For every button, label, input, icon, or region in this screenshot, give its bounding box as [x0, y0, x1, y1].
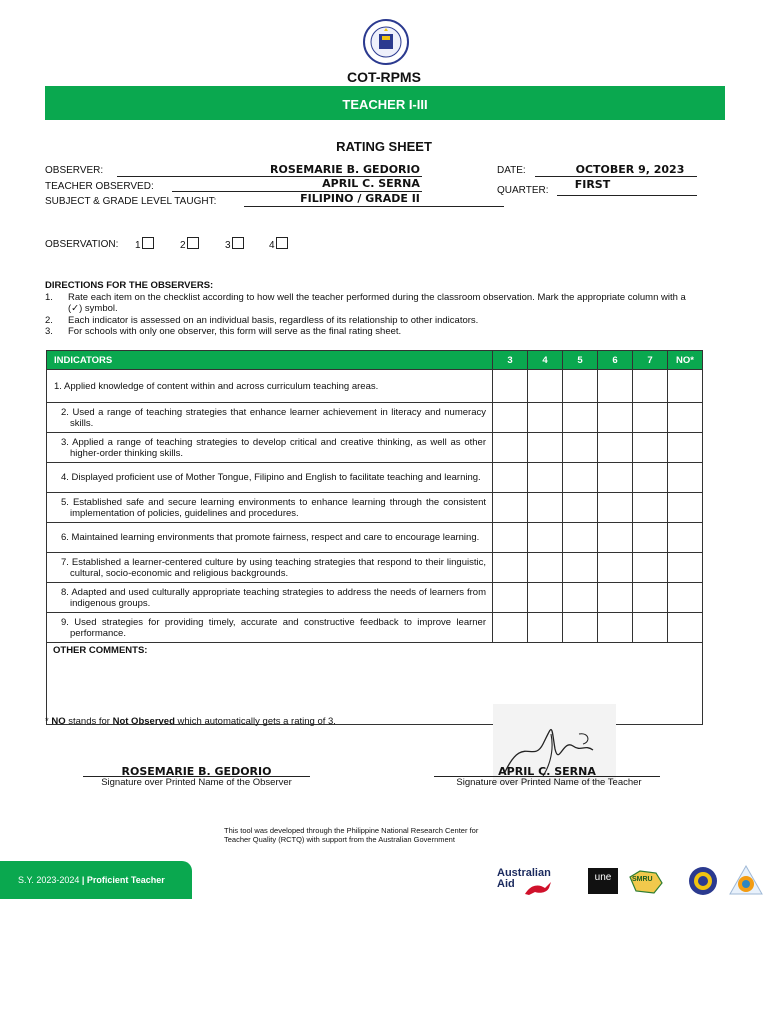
rating-cell[interactable] [598, 523, 633, 553]
other-comments-label: OTHER COMMENTS: [53, 645, 148, 656]
rating-cell[interactable] [598, 553, 633, 583]
rating-cell[interactable] [598, 463, 633, 493]
quarter-label: QUARTER: [497, 185, 549, 196]
rating-cell[interactable] [668, 370, 703, 403]
rating-cell[interactable] [668, 553, 703, 583]
australian-aid-logo: Australian Aid [497, 868, 572, 898]
rating-cell[interactable] [668, 433, 703, 463]
checkbox-icon [187, 237, 199, 249]
rating-cell[interactable] [598, 613, 633, 643]
rating-cell[interactable] [598, 493, 633, 523]
rating-cell[interactable] [633, 583, 668, 613]
indicators-header: INDICATORS [47, 351, 493, 370]
rating-cell[interactable] [668, 613, 703, 643]
observation-option-1[interactable]: 1 [135, 237, 154, 251]
teacher-signature-caption: Signature over Printed Name of the Teacher [456, 777, 642, 788]
table-row [47, 463, 703, 493]
table-header-row [47, 351, 703, 370]
rating-cell[interactable] [563, 403, 598, 433]
subject-value: FILIPINO / GRADE II [300, 192, 420, 205]
direction-item: 1. Rate each item on the checklist according to how well the teacher performed during the classroom observation. Mark the appropriate column with a (✓) symbol. [45, 291, 686, 315]
document-title: COT-RPMS [347, 69, 421, 85]
rating-cell[interactable] [633, 370, 668, 403]
observer-signature-caption: Signature over Printed Name of the Observer [101, 777, 292, 788]
rating-cell[interactable] [528, 553, 563, 583]
rating-cell[interactable] [493, 613, 528, 643]
indicator-text: 6. Maintained learning environments that promote fairness, respect and care to encourage learning. [61, 532, 480, 543]
deped-seal-small [686, 866, 720, 896]
indicator-text: 2. Used a range of teaching strategies that enhance learner achievement in literacy and numeracy skills. [61, 406, 486, 429]
observation-option-3[interactable]: 3 [225, 237, 244, 251]
rating-cell[interactable] [563, 583, 598, 613]
rating-cell[interactable] [528, 370, 563, 403]
table-row [47, 553, 703, 583]
rating-cell[interactable] [633, 433, 668, 463]
indicator-text: 7. Established a learner-centered culture by using teaching strategies that respond to their linguistic, cultural, socio-economic and religious backgrounds. [61, 556, 486, 579]
column-header: 6 [598, 351, 633, 370]
rating-cell[interactable] [493, 493, 528, 523]
rating-cell[interactable] [563, 433, 598, 463]
rating-cell[interactable] [493, 370, 528, 403]
kangaroo-icon [523, 880, 553, 896]
subject-line [244, 206, 504, 207]
rating-cell[interactable] [493, 403, 528, 433]
column-header: 4 [528, 351, 563, 370]
deped-seal [350, 18, 422, 66]
rating-cell[interactable] [493, 523, 528, 553]
column-header: 7 [633, 351, 668, 370]
rating-cell[interactable] [668, 403, 703, 433]
indicator-text: 8. Adapted and used culturally appropriate teaching strategies to address the needs of learners from indigenous groups. [61, 586, 486, 609]
teacher-printed-name: APRIL C. SERNA [498, 765, 596, 778]
rating-cell[interactable] [528, 403, 563, 433]
rating-table [46, 350, 703, 725]
observer-printed-name: ROSEMARIE B. GEDORIO [121, 765, 272, 778]
table-row [47, 403, 703, 433]
checkbox-icon [142, 237, 154, 249]
rating-cell[interactable] [563, 553, 598, 583]
rating-cell[interactable] [528, 613, 563, 643]
rating-cell[interactable] [493, 583, 528, 613]
table-row [47, 433, 703, 463]
teacher-level-banner: TEACHER I-III [45, 86, 725, 120]
observation-label: OBSERVATION: [45, 239, 119, 250]
rating-cell[interactable] [633, 493, 668, 523]
rating-cell[interactable] [563, 493, 598, 523]
teacher-observed-label: TEACHER OBSERVED: [45, 181, 154, 192]
checkbox-icon [232, 237, 244, 249]
rating-cell[interactable] [563, 613, 598, 643]
rating-cell[interactable] [528, 583, 563, 613]
checkbox-icon [276, 237, 288, 249]
rating-cell[interactable] [633, 403, 668, 433]
direction-item: 2. Each indicator is assessed on an individual basis, regardless of its relationship to other indicators. [45, 314, 479, 326]
rating-cell[interactable] [493, 433, 528, 463]
table-row [47, 523, 703, 553]
rating-cell[interactable] [528, 493, 563, 523]
rating-cell[interactable] [598, 433, 633, 463]
rating-cell[interactable] [633, 613, 668, 643]
rating-cell[interactable] [493, 463, 528, 493]
date-value: OCTOBER 9, 2023 [575, 163, 685, 176]
rating-cell[interactable] [528, 433, 563, 463]
observer-label: OBSERVER: [45, 165, 104, 176]
rating-cell[interactable] [633, 523, 668, 553]
quarter-value: FIRST [574, 178, 611, 191]
rating-sheet-title: RATING SHEET [336, 139, 432, 154]
rating-cell[interactable] [633, 463, 668, 493]
rating-cell[interactable] [668, 493, 703, 523]
rating-cell[interactable] [528, 523, 563, 553]
directions-heading: DIRECTIONS FOR THE OBSERVERS: [45, 280, 214, 291]
not-observed-note: * NO stands for Not Observed which automatically gets a rating of 3. [45, 716, 336, 727]
smru-logo: SMRU [626, 867, 664, 895]
observer-value: ROSEMARIE B. GEDORIO [270, 163, 420, 176]
rctq-credit: This tool was developed through the Philippine National Research Center for Teacher Quality (RCTQ) with support from the Australian Government [224, 826, 479, 844]
indicator-text: 1. Applied knowledge of content within and across curriculum teaching areas. [47, 370, 493, 403]
rating-cell[interactable] [598, 370, 633, 403]
rating-cell[interactable] [598, 403, 633, 433]
observation-option-2[interactable]: 2 [180, 237, 199, 251]
rating-cell[interactable] [633, 553, 668, 583]
rating-cell[interactable] [563, 463, 598, 493]
date-line [535, 176, 697, 177]
quarter-line [557, 195, 697, 196]
rating-cell[interactable] [668, 463, 703, 493]
indicator-text: 4. Displayed proficient use of Mother Tongue, Filipino and English to facilitate teaching and learning. [61, 472, 481, 483]
date-label: DATE: [497, 165, 526, 176]
school-year-badge: S.Y. 2023-2024 | Proficient Teacher [0, 861, 192, 899]
column-header: 3 [493, 351, 528, 370]
subject-label: SUBJECT & GRADE LEVEL TAUGHT: [45, 196, 217, 207]
une-logo: une [588, 868, 618, 894]
observation-option-4[interactable]: 4 [269, 237, 288, 251]
indicator-text: 5. Established safe and secure learning environments to enhance learning through the consistent implementation of policies, guidelines and procedures. [61, 496, 486, 519]
teacher-observed-value: APRIL C. SERNA [322, 177, 420, 190]
column-header: 5 [563, 351, 598, 370]
table-row [47, 493, 703, 523]
rating-cell[interactable] [668, 523, 703, 553]
indicator-text: 9. Used strategies for providing timely, accurate and constructive feedback to improve learner performance. [61, 616, 486, 639]
indicator-text: 3. Applied a range of teaching strategies to develop critical and creative thinking, as well as other higher-order thinking skills. [61, 436, 486, 459]
rating-cell[interactable] [668, 583, 703, 613]
directions [45, 280, 700, 338]
rating-cell[interactable] [493, 553, 528, 583]
column-header: NO* [668, 351, 703, 370]
rating-cell[interactable] [563, 523, 598, 553]
table-row [47, 613, 703, 643]
rating-cell[interactable] [598, 583, 633, 613]
table-row [47, 370, 703, 403]
rctq-logo [728, 864, 764, 898]
rating-cell[interactable] [563, 370, 598, 403]
direction-item: 3. For schools with only one observer, this form will serve as the final rating sheet. [45, 326, 402, 338]
rating-cell[interactable] [528, 463, 563, 493]
table-row [47, 583, 703, 613]
